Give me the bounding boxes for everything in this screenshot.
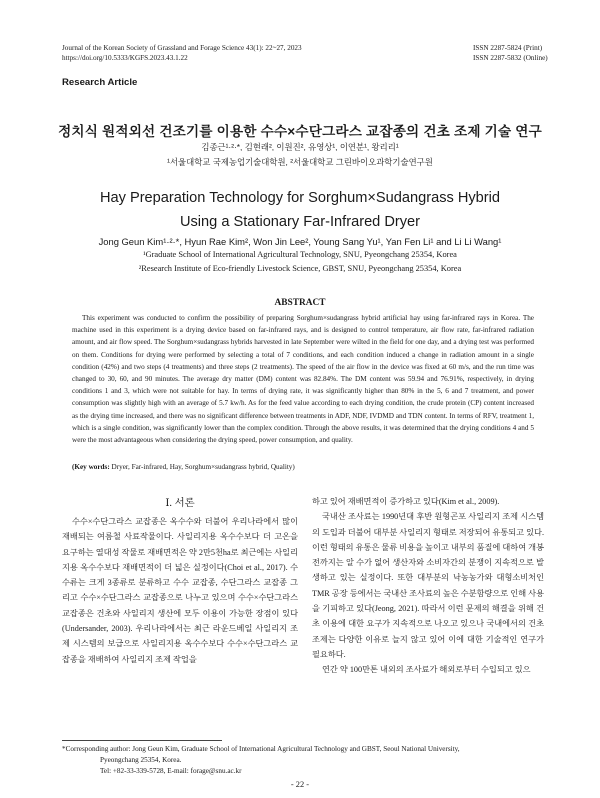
- korean-title: 정치식 원적외선 건조기를 이용한 수수×수단그라스 교잡종의 건초 조제 기술 연구: [58, 124, 542, 139]
- body-paragraph: 하고 있어 재배면적이 증가하고 있다(Kim et al., 2009).: [312, 497, 500, 506]
- doi-link[interactable]: https://doi.org/10.5333/KGFS.2023.43.1.22: [62, 54, 188, 62]
- journal-citation: Journal of the Korean Society of Grassland and Forage Science 43(1): 22~27, 2023: [62, 44, 302, 52]
- journal-header: [62, 43, 302, 63]
- page-number: - 22 -: [290, 780, 310, 789]
- english-title-line-2: Using a Stationary Far-Infrared Dryer: [179, 214, 421, 230]
- korean-authors: 김종근¹·²·*, 김현래², 이원진², 유영상¹, 이연분¹, 왕리리¹: [201, 142, 399, 152]
- corresponding-author-footnote: [62, 744, 544, 778]
- issn-online: ISSN 2287-5832 (Online): [473, 54, 548, 62]
- issn-block: [473, 43, 548, 63]
- keywords-list: Dryer, Far-infrared, Hay, Sorghum×sudangrass hybrid, Quality): [111, 463, 295, 471]
- keywords-label: (Key words:: [72, 463, 110, 471]
- issn-print: ISSN 2287-5824 (Print): [473, 44, 543, 52]
- english-title: [0, 186, 600, 234]
- body-paragraph: 국내산 조사료는 1990년대 후반 원형곤포 사일리지 조제 시스템의 도입과 더불어 대부분 사일리지 형태로 저장되어 유통되고 있다. 이런 형태의 유통은 물류 비용을 높이고 내부의 품질에 대하여 개봉 전까지는 알 수가 없어 생산자와 소비자간의 분쟁이 지속적으로 발생하고 있는 실정이다. 또한 대부분의 낙농농가와 대형소비처인 TMR 공장 등에서는 국내산 조사료의 높은 수분함량으로 인해 사용을 기피하고 있다(Jeong, 2021). 따라서 이런 문제의 해결을 위해 건초 이용에 대한 요구가 지속적으로 나오고 있으나 국내에서의 건초 조제는 다양한 이유로 늘지 않고 있어 이에 대한 기술적인 연구가 필요하다.: [312, 512, 544, 659]
- body-paragraph: 수수×수단그라스 교잡종은 옥수수와 더불어 우리나라에서 많이 재배되는 여름철 사료작물이다. 사일리지용 옥수수보다 더 고온을 요구하는 열대성 작물로 재배면적은 약 2만5천ha로 최근에는 사일리지용 옥수수보다 재배면적이 더 넓은 실정이다(Choi et al., 2017). 수수류는 크게 3종류로 분류하고 수수 교잡종, 수단그라스 교잡종 그리고 수수×수단그라스 교잡종으로 나누고 있으며 수수×수단그라스 교잡종은 건초와 사일리지 생산에 모두 이용이 가능한 장점이 있다(Undersander, 2003). 우리나라에서는 최근 라운드베일 사일리지 조제 시스템의 보급으로 사일리지용 옥수수보다 수수×수단그라스 교잡종을 재배하여 사일리지 조제 작업을: [62, 517, 298, 664]
- english-title-line-1: Hay Preparation Technology for Sorghum×Sudangrass Hybrid: [99, 190, 501, 206]
- article-type: Research Article: [62, 77, 138, 88]
- footnote-line: Pyeongchang 25354, Korea.: [100, 756, 182, 765]
- footnote-line: Tel: +82-33-339-5728, E-mail: forage@snu.ac.kr: [100, 767, 242, 776]
- english-authors: Jong Geun Kim¹·²·*, Hyun Rae Kim², Won Jin Lee², Young Sang Yu¹, Yan Fen Li¹ and Li Li Wang¹: [98, 236, 502, 247]
- english-affiliation-2: ²Research Institute of Eco-friendly Livestock Science, GBST, SNU, Pyeongchang 25354, Korea: [138, 264, 462, 273]
- section-heading: Ⅰ. 서론: [165, 498, 195, 509]
- body-column-right: [312, 494, 544, 678]
- footnote-divider: [62, 740, 222, 741]
- body-paragraph: 연간 약 100만톤 내외의 조사료가 해외로부터 수입되고 있으: [322, 665, 531, 675]
- abstract-text: This experiment was conducted to confirm the possibility of preparing Sorghum×sudangrass hybrid artificial hay using far-infrared rays in Korea. The machine used in this experiment is a drying device based on far-infrared rays, and is designed to control temperature, air flow rate, far-infrared radiation amount, and air flow speed. The Sorghum×sudangrass hybrids harvested in late September were wilted in the field for one day, and a drying test was performed on them. Conditions for drying were performed by selecting a total of 7 conditions, and each condition induced a change in radiation amount in a single condition (42%) and two steps (4 treatments) and three steps (2 treatments). The speed of the air flow in the device was fixed at 60 m/s, and the run time was changed to 30, 60, and 90 minutes. The average dry matter (DM) content was 82.84%. The DM content was 59.94 and 76.91%, respectively, in drying conditions 1 and 3, which were not suitable for hay. In terms of drying rate, it was significantly higher than 80% in the 5, 6 and 7 treatment, and power consumption was slightly high with an average of 5.7 kw/h. As for the feed value according to each drying condition, the crude protein (CP) content increased as the drying time increased, and there was no significant difference between treatments in ADF, NDF, IVDMD and TDN content. In terms of RFV, treatment 1, which is a single condition, was significantly lower than the complex condition. Through the above results, it was determined that the drying conditions 4 and 5 were the most advantageous when considering the drying speed, power consumption, and quality.: [72, 314, 534, 445]
- footnote-line: *Corresponding author: Jong Geun Kim, Graduate School of International Agricultural Technology and GBST, Seoul National University,: [62, 745, 460, 753]
- korean-affiliation: ¹서울대학교 국제농업기술대학원, ²서울대학교 그린바이오과학기술연구원: [167, 157, 433, 167]
- keywords: [72, 463, 534, 471]
- body-column-left: [62, 514, 298, 667]
- english-affiliation-1: ¹Graduate School of International Agricultural Technology, SNU, Pyeongchang 25354, Korea: [143, 250, 457, 259]
- abstract-heading: ABSTRACT: [274, 298, 326, 308]
